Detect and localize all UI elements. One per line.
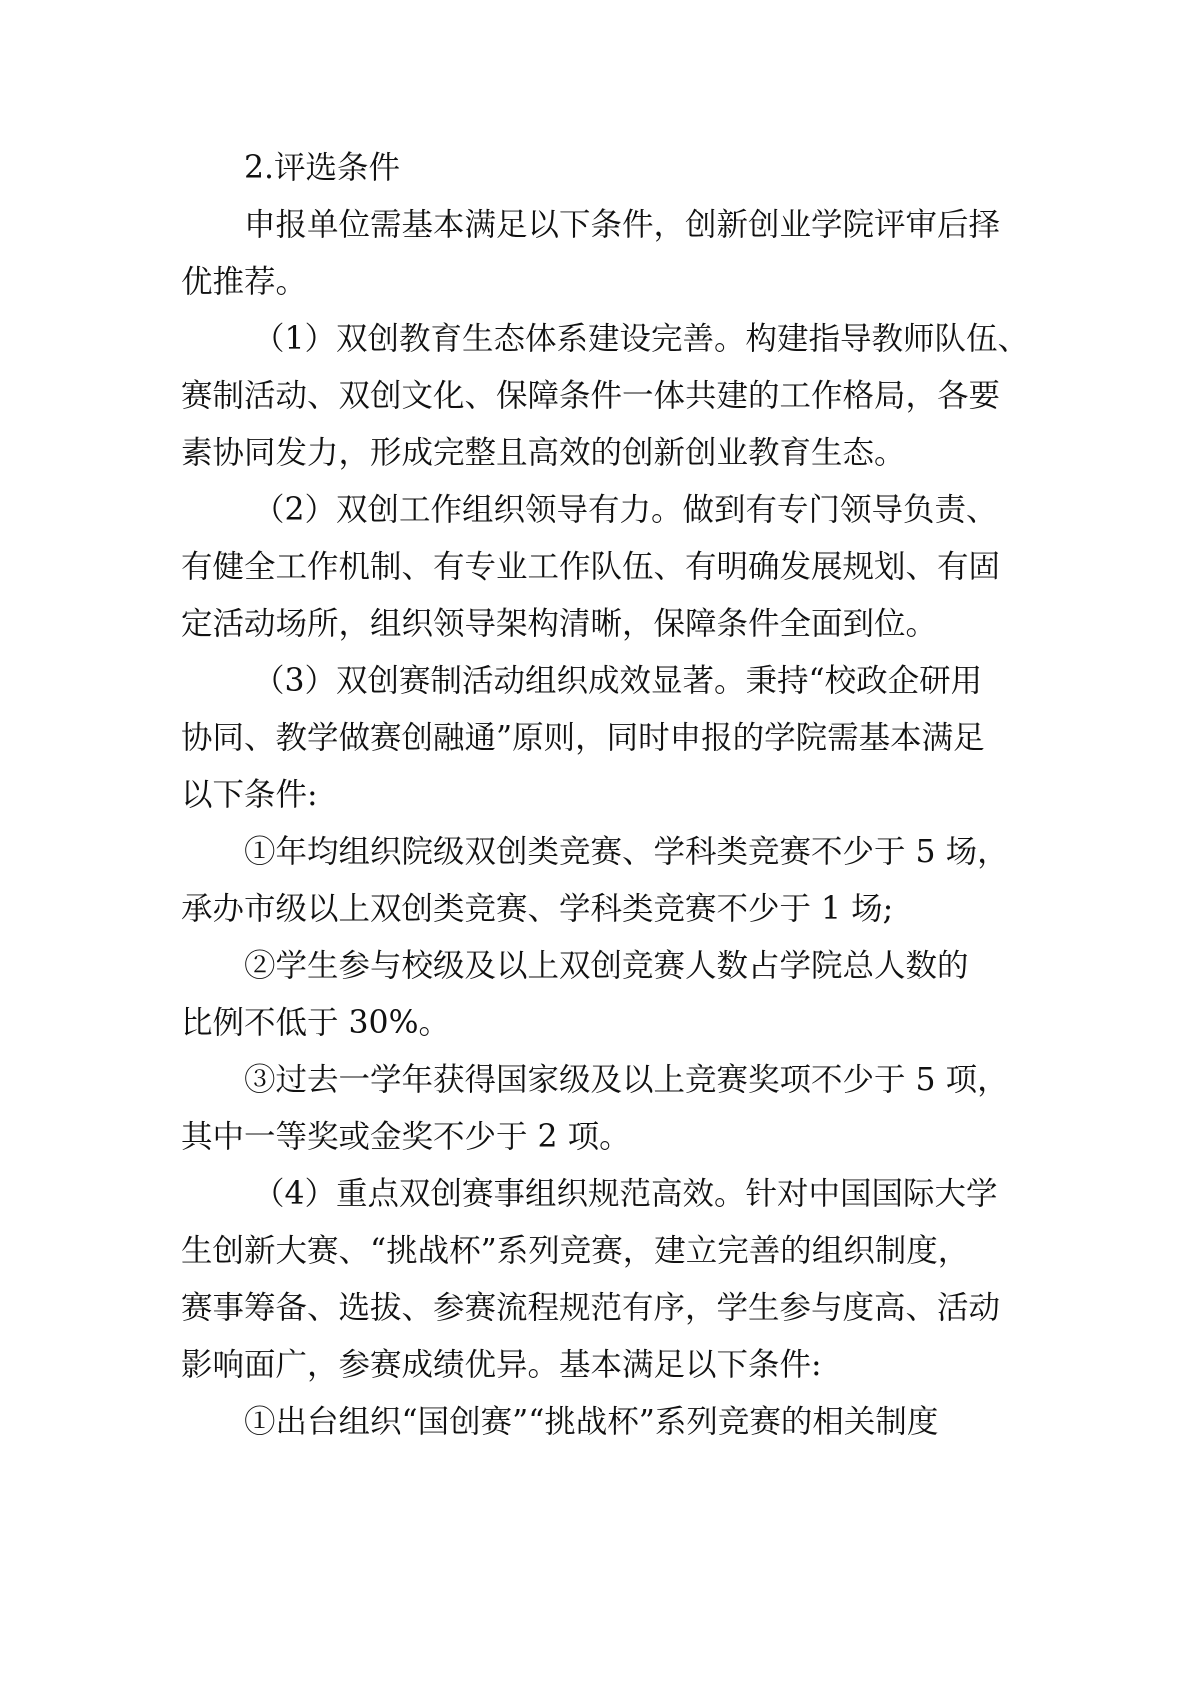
paragraph-line: 有健全工作机制、有专业工作队伍、有明确发展规划、有固 — [181, 549, 1001, 585]
paragraph-line: 影响面广，参赛成绩优异。基本满足以下条件: — [181, 1347, 822, 1383]
paragraph-line: 承办市级以上双创类竞赛、学科类竞赛不少于 1 场; — [181, 891, 894, 927]
paragraph-line: 生创新大赛、“挑战杯”系列竞赛，建立完善的组织制度， — [181, 1233, 970, 1269]
paragraph-line: 定活动场所，组织领导架构清晰，保障条件全面到位。 — [181, 606, 938, 642]
item-4-heading: （4）重点双创赛事组织规范高效。针对中国国际大学 — [253, 1176, 998, 1212]
paragraph-line: 赛事筹备、选拔、参赛流程规范有序，学生参与度高、活动 — [181, 1290, 1001, 1326]
item-1-heading: （1）双创教育生态体系建设完善。构建指导教师队伍、 — [253, 321, 1030, 357]
paragraph-line: 协同、教学做赛创融通”原则，同时申报的学院需基本满足 — [181, 720, 985, 756]
section-heading: 2.评选条件 — [244, 150, 401, 186]
paragraph-line: 申报单位需基本满足以下条件，创新创业学院评审后择 — [244, 207, 1001, 243]
item-2-heading: （2）双创工作组织领导有力。做到有专门领导负责、 — [253, 492, 998, 528]
paragraph-line: 以下条件: — [181, 777, 318, 813]
item-3-heading: （3）双创赛制活动组织成效显著。秉持“校政企研用 — [253, 663, 983, 699]
paragraph-line: 素协同发力，形成完整且高效的创新创业教育生态。 — [181, 435, 906, 471]
paragraph-line: 优推荐。 — [181, 264, 308, 300]
sub-item-1: ①出台组织“国创赛”“挑战杯”系列竞赛的相关制度 — [244, 1404, 939, 1440]
paragraph-line: 比例不低于 30%。 — [181, 1005, 451, 1041]
sub-item-3: ③过去一学年获得国家级及以上竞赛奖项不少于 5 项， — [244, 1062, 1009, 1098]
sub-item-2: ②学生参与校级及以上双创竞赛人数占学院总人数的 — [244, 948, 969, 984]
paragraph-line: 其中一等奖或金奖不少于 2 项。 — [181, 1119, 631, 1155]
paragraph-line: 赛制活动、双创文化、保障条件一体共建的工作格局，各要 — [181, 378, 1001, 414]
document-body — [181, 140, 1030, 1451]
sub-item-1: ①年均组织院级双创类竞赛、学科类竞赛不少于 5 场， — [244, 834, 1009, 870]
